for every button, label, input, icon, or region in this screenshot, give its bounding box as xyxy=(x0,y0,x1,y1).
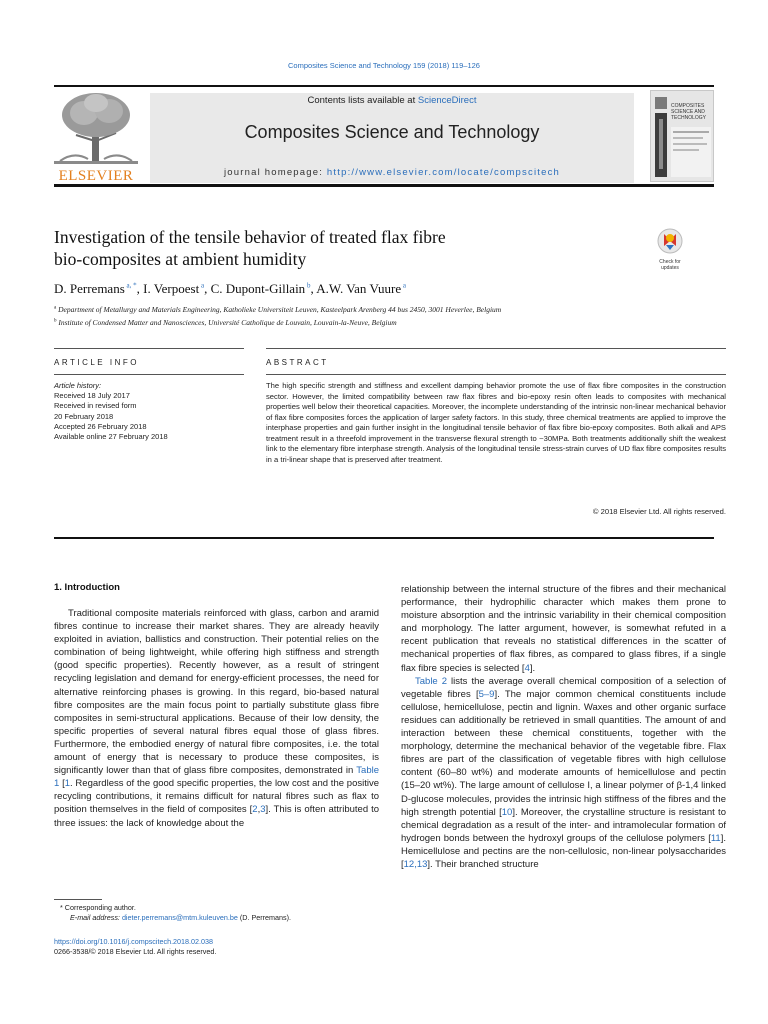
paragraph xyxy=(401,583,726,675)
journal-cover[interactable] xyxy=(650,90,714,182)
author-name: D. Perremans xyxy=(54,281,125,296)
author-affiliation-mark[interactable]: a xyxy=(402,281,407,290)
homepage-label: journal homepage: xyxy=(223,167,327,178)
history-item: 20 February 2018 xyxy=(54,411,114,421)
citation-link[interactable]: 5–9 xyxy=(478,688,495,700)
article-title xyxy=(54,226,614,270)
history-item: Received 18 July 2017 xyxy=(54,391,130,401)
article-title-line: Investigation of the tensile behavior of treated flax fibre xyxy=(54,227,446,247)
author-name: C. Dupont-Gillain xyxy=(210,281,306,296)
publisher-wordmark: ELSEVIER xyxy=(58,168,134,184)
citation-link[interactable]: 4 xyxy=(524,662,530,674)
author-affiliation-mark[interactable]: b xyxy=(306,281,311,290)
affiliation-text: Department of Metallurgy and Materials Engineering, Katholieke Universiteit Leuven, Kasteelpark Arenberg 44 bus 2450, 3001 Heverlee, Belgium xyxy=(58,305,502,314)
cover-title-line: COMPOSITES xyxy=(671,103,705,109)
issn-copyright: 0266-3538/© 2018 Elsevier Ltd. All rights reserved. xyxy=(54,947,217,956)
paragraph-text: ]. Their branched structure xyxy=(427,858,539,870)
check-for-updates-badge[interactable] xyxy=(650,228,690,271)
article-info-rule xyxy=(54,348,244,349)
journal-title: Composites Science and Technology xyxy=(244,122,540,142)
abstract-heading: ABSTRACT xyxy=(266,358,329,367)
author-name: A.W. Van Vuure xyxy=(316,281,402,296)
article-history xyxy=(54,381,244,442)
journal-homepage xyxy=(150,167,634,178)
doi-block xyxy=(54,937,384,957)
author-list: D. Perremans $^{a, *}$, I. Verpoest $^a$, C. Dupont-Gillain $^b$, A.W. Van Vuure $^a$ xyxy=(54,281,407,296)
author-affiliation-mark[interactable]: a xyxy=(200,281,205,290)
front-matter-rule xyxy=(54,537,714,539)
abstract-rule xyxy=(266,374,726,375)
crossmark-icon xyxy=(657,228,683,254)
article-info-heading: ARTICLE INFO xyxy=(54,358,139,367)
email-label: E-mail address: xyxy=(70,913,122,922)
sciencedirect-link[interactable]: ScienceDirect xyxy=(417,95,477,106)
paragraph: Traditional composite materials reinforced with glass, carbon and aramid fibres continue to increase their market shares. They are already heavily exploited in aviation, ballistics and construction. Their potential relies on the combination of being lightweight, while offering high stiffness and strength (good specific properties). Recently however, as a result of stringent recycling legislation and demand for energy-efficient processes, the need for alternative reinforcing phases is growing. In this regard, bio-based natural fibre composites are the main focus point to partially substitute glass fibre composites in semi-structural applications. Because of their low density, the specific properties of several natural fibres equal those of glass fibres. Furthermore, the embodied energy of natural fibre composites, i.e. the total amount of energy that is necessary to produce these composites, is significantly lower than that of glass fibre composites, demonstrated in Table 1 [1. Regardless of the good specific properties, the low cost and the positive recycling contributions, it remains difficult for natural fibres such as flax to position themselves in the field of composites [2,3]. This is often attributed to three issues: the lack of knowledge about the xyxy=(54,608,380,829)
paragraph-text: lists the average overall chemical composition of a selection of vegetable fibres [ xyxy=(401,675,727,700)
article-info-rule xyxy=(54,374,244,375)
author-affiliation-mark[interactable]: a, * xyxy=(126,281,137,290)
footnote-rule xyxy=(54,899,102,900)
paragraph-text: relationship between the internal structure of the fibres and their mechanical performance, their hydrophilic character which makes them prone to moisture absorption and the intrinsic variability in their chemical composition and morphology. The latter argument, however, is somewhat refuted in a recent publication that reveals no statistical differences in the scatter of mechanical properties of flax fibres, as compared to glass fibres, if a single flax fibre species is selected [ xyxy=(401,584,726,674)
citation-link[interactable]: 11 xyxy=(710,832,721,844)
footnote xyxy=(54,903,384,923)
history-item: Available online 27 February 2018 xyxy=(54,432,168,442)
citation-link[interactable]: 2 xyxy=(252,804,258,816)
affiliation xyxy=(54,305,714,314)
history-item: Accepted 26 February 2018 xyxy=(54,421,147,431)
table-link[interactable]: Table 2 xyxy=(415,675,448,687)
history-item: Received in revised form xyxy=(54,401,137,411)
masthead-rule xyxy=(54,184,714,187)
citation-link[interactable]: 1 xyxy=(64,778,71,790)
affiliation-mark: a xyxy=(54,305,57,311)
doi-link[interactable]: https://doi.org/10.1016/j.compscitech.2018.02.038 xyxy=(54,937,214,946)
citation-link[interactable]: 12,13 xyxy=(403,858,428,870)
paragraph-text: ]. Moreover, the crystalline structure is resistant to chemical degradation as a result of the inter- and intramolecular formation of hydrogen bonds between the hydroxyl groups of the cellulose polymers [ xyxy=(401,806,726,844)
author-name: I. Verpoest xyxy=(143,281,200,296)
paragraph-text: ]. Hemicellulose and pectins are the non-cellulosic, non-linear polysaccharides [ xyxy=(401,832,726,870)
tree-icon xyxy=(54,91,138,165)
cover-title xyxy=(671,103,706,121)
paragraph-text: Traditional composite materials reinforced with glass, carbon and aramid fibres continue to increase their market shares. They are already heavily exploited in aviation, ballistics and construction. Their potential relies on the combination of being lightweight, while offering high stiffness and strength (good specific properties). Recently however, as a result of stringent recycling legislation and demand for energy-efficient processes, the need for alternative reinforcing phases is growing. In this regard, bio-based natural fibre composites are the main focus point to partially substitute glass fibre composites in semi-structural applications. Because of their low density, the specific properties of several natural fibres equal those of glass fibres. Furthermore, the embodied energy of natural fibre composites, i.e. the total amount of energy that is necessary to produce these composites, is significantly lower than that of glass fibre composites, demonstrated in xyxy=(54,608,379,777)
email-suffix: (D. Perremans). xyxy=(237,913,292,922)
journal-reference[interactable]: Composites Science and Technology 159 (2018) 119–126 xyxy=(288,61,480,70)
publisher-logo[interactable] xyxy=(54,91,138,185)
affiliation-text: Institute of Condensed Matter and Nanosciences, Université Catholique de Louvain, Louvain-la-Neuve, Belgium xyxy=(58,318,397,327)
affiliation xyxy=(54,318,714,327)
paragraph-text: . Regardless of the good specific properties, the low cost and the positive recycling contributions, it remains difficult for natural fibres such as flax to position themselves in the field of composites [ xyxy=(54,778,379,816)
contents-prefix: Contents lists available at xyxy=(307,95,418,106)
crossmark-label-line: updates xyxy=(661,264,679,271)
abstract-copyright: © 2018 Elsevier Ltd. All rights reserved. xyxy=(592,507,726,516)
body-column-left xyxy=(54,607,379,830)
cover-title-line: SCIENCE AND xyxy=(671,109,705,115)
history-label: Article history: xyxy=(54,381,102,390)
paragraph-text: ]. The major common chemical constituents include cellulose, hemicellulose, pectin and lignin. Waxes and other organic surface residues can additionally be retrieved in small quantities. The amount of and interaction between these chemical constituents, together with the morphology, determine the mechanical behavior of the vegetable fibre. Flax fibres are part of the classification of vegetable fibres with high cellulose content (60–80 wt%) and moderate amounts of hemicellulose and pectin (15–20 wt%). The large amount of cellulose I, a linear polymer of β-1,4 linked D-glucose molecules, provides the intrinsic high stiffness of the fibres and the high strength potential [ xyxy=(401,688,726,818)
header-rule xyxy=(54,85,714,87)
email-link[interactable]: dieter.perremans@mtm.kuleuven.be xyxy=(121,913,238,922)
corresponding-author-note: * Corresponding author. xyxy=(60,903,136,912)
paragraph-text: ]. xyxy=(529,662,536,674)
abstract-text: The high specific strength and stiffness and excellent damping behavior promote the use of flax fibre composites in the construction sector. However, the limited compatibility between raw flax fibres and bio-epoxy resin often leads to composites with mechanical properties well below their theoretical capacities. Moreover, the incomplete understanding of the intrinsic non-linear mechanical behavior of flax fibre composites forces the application of larger safety factors. In this study, three chemical treatments are applied to improve the interphase properties and gain further insight in the longitudinal tensile behavior of flax fibre bio-epoxy composites. Both alkali and APS treatment result in a threefold improvement in the transverse flexural strength to ~30MPa. Both treatments additionally shift the weakest link to the elementary fibre interphase strength. Analysis of the longitudinal tensile stress-strain curves of UD flax fibre composites results in a tri-linear shape that is preserved after treatment. xyxy=(266,381,726,464)
citation-link[interactable]: 10 xyxy=(501,806,513,818)
table-link[interactable]: Table 1 xyxy=(54,765,379,790)
body-column-right xyxy=(401,583,726,871)
homepage-link[interactable]: http://www.elsevier.com/locate/compscitech xyxy=(326,167,561,178)
journal-masthead xyxy=(150,93,634,183)
affiliation-mark: b xyxy=(54,318,57,324)
citation-link[interactable]: 3 xyxy=(260,804,266,816)
article-title-line: bio-composites at ambient humidity xyxy=(54,249,307,269)
paragraph-text: ]. This is often attributed to three issues: the lack of knowledge about the xyxy=(54,804,380,829)
crossmark-label-line: Check for xyxy=(659,259,681,265)
crossmark-label xyxy=(650,260,690,271)
section-heading-introduction: 1. Introduction xyxy=(54,582,120,593)
paragraph xyxy=(401,675,726,871)
abstract-rule xyxy=(266,348,726,349)
cover-title-line: TECHNOLOGY xyxy=(671,115,707,121)
contents-line xyxy=(150,95,634,106)
email-note xyxy=(54,913,384,923)
